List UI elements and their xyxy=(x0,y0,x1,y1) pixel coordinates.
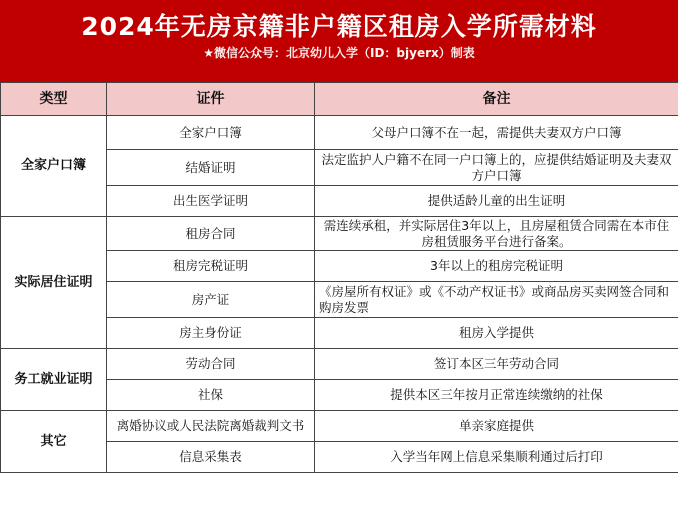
note-cell: 《房屋所有权证》或《不动产权证书》或商品房买卖网签合同和购房发票 xyxy=(315,282,678,318)
note-cell: 法定监护人户籍不在同一户口簿上的，应提供结婚证明及夫妻双方户口簿 xyxy=(315,150,678,186)
doc-cell: 房产证 xyxy=(107,282,315,318)
table-row xyxy=(1,116,678,150)
column-header-note: 备注 xyxy=(315,83,678,116)
materials-table xyxy=(0,82,678,473)
note-cell: 单亲家庭提供 xyxy=(315,411,678,442)
note-cell: 入学当年网上信息采集顺利通过后打印 xyxy=(315,442,678,473)
page-title: 2024年无房京籍非户籍区租房入学所需材料 xyxy=(81,12,597,41)
note-cell: 需连续承租，并实际居住3年以上，且房屋租赁合同需在本市住房租赁服务平台进行备案。 xyxy=(315,217,678,251)
title-banner xyxy=(0,0,678,82)
doc-cell: 劳动合同 xyxy=(107,349,315,380)
table-row xyxy=(1,411,678,442)
doc-cell: 房主身份证 xyxy=(107,318,315,349)
table-row xyxy=(1,217,678,251)
category-cell: 其它 xyxy=(1,411,107,473)
note-cell: 提供适龄儿童的出生证明 xyxy=(315,186,678,217)
doc-cell: 租房完税证明 xyxy=(107,251,315,282)
note-cell: 3年以上的租房完税证明 xyxy=(315,251,678,282)
doc-cell: 租房合同 xyxy=(107,217,315,251)
column-header-doc: 证件 xyxy=(107,83,315,116)
column-header-type: 类型 xyxy=(1,83,107,116)
note-cell: 租房入学提供 xyxy=(315,318,678,349)
category-cell: 务工就业证明 xyxy=(1,349,107,411)
note-cell: 父母户口簿不在一起，需提供夫妻双方户口簿 xyxy=(315,116,678,150)
doc-cell: 结婚证明 xyxy=(107,150,315,186)
page-subtitle: ★微信公众号：北京幼儿入学（ID：bjyerx）制表 xyxy=(203,46,475,60)
category-cell: 全家户口簿 xyxy=(1,116,107,217)
note-cell: 签订本区三年劳动合同 xyxy=(315,349,678,380)
note-cell: 提供本区三年按月正常连续缴纳的社保 xyxy=(315,380,678,411)
doc-cell: 社保 xyxy=(107,380,315,411)
doc-cell: 出生医学证明 xyxy=(107,186,315,217)
doc-cell: 离婚协议或人民法院离婚裁判文书 xyxy=(107,411,315,442)
doc-cell: 全家户口簿 xyxy=(107,116,315,150)
category-cell: 实际居住证明 xyxy=(1,217,107,349)
table-row xyxy=(1,349,678,380)
doc-cell: 信息采集表 xyxy=(107,442,315,473)
